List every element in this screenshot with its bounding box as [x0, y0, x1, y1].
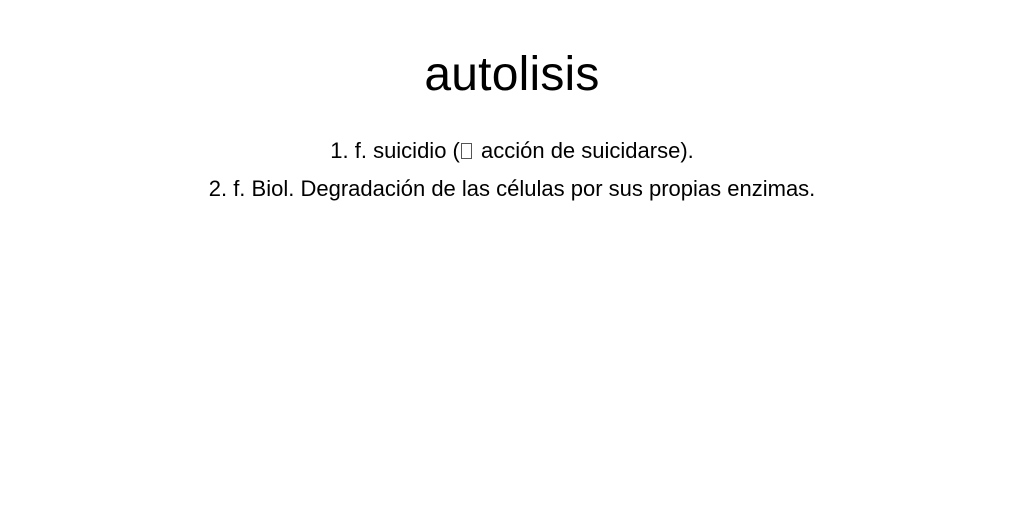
sense-number: 1. [330, 138, 349, 163]
grammar-tag: f. [233, 176, 246, 201]
sense-1 [0, 132, 1024, 170]
sense-2 [0, 170, 1024, 208]
dictionary-entry [0, 0, 1024, 208]
grammar-tag: f. [354, 138, 367, 163]
sense-number: 2. [208, 176, 228, 201]
sense-text: Biol. Degradación de las células por sus propias enzimas. [251, 176, 816, 201]
missing-glyph-icon [461, 143, 472, 159]
sense-text-continued: acción de suicidarse). [474, 138, 694, 163]
headword: autolisis [424, 48, 600, 101]
sense-list [0, 132, 1024, 208]
sense-text: suicidio ( [373, 138, 460, 163]
